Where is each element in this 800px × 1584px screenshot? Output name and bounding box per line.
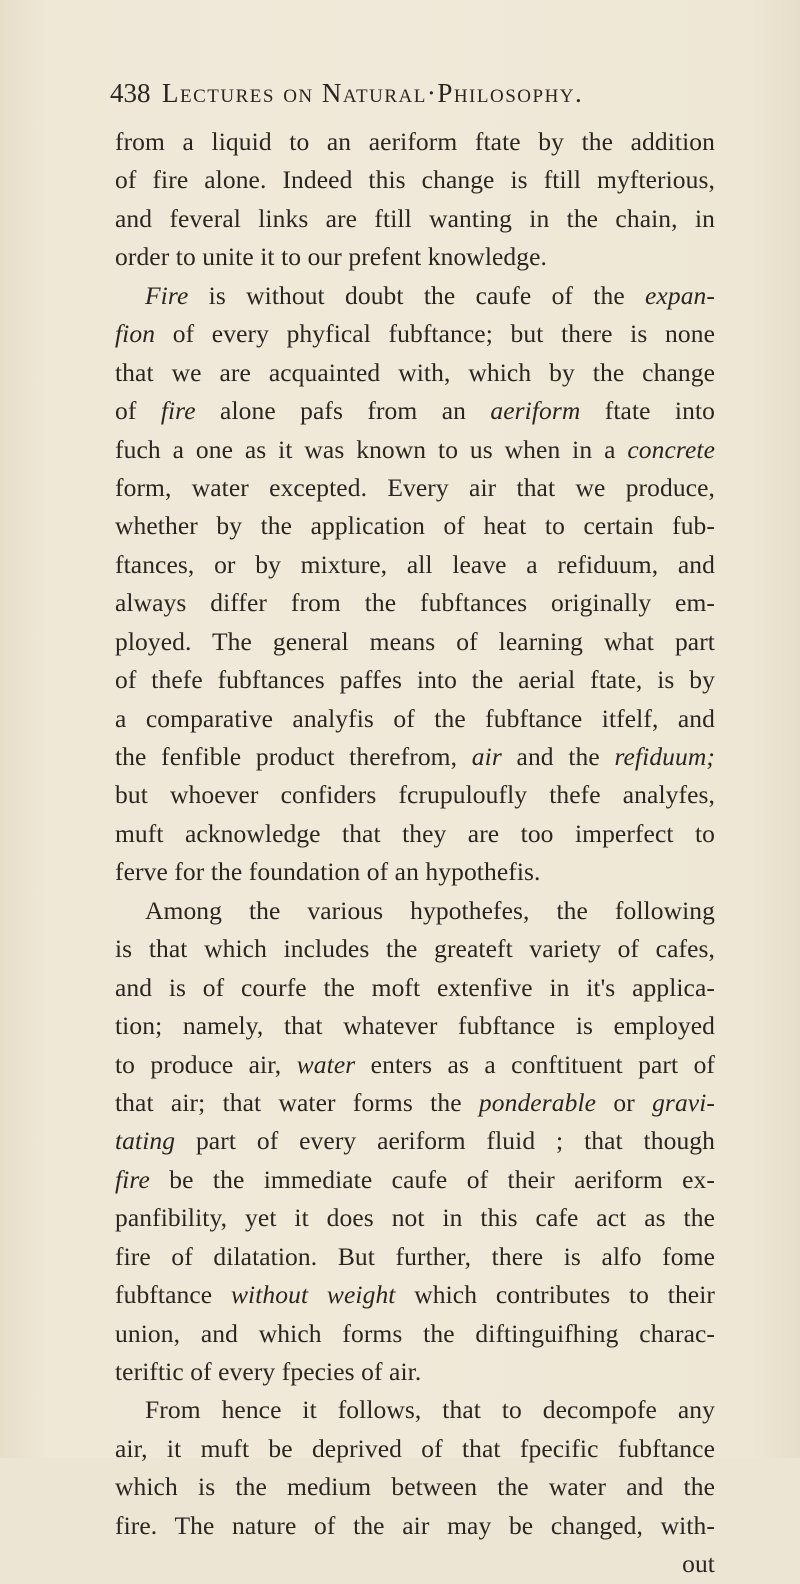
body-text [115,123,715,1584]
text-line [115,661,715,699]
text-line [115,469,715,507]
text-segment: and feveral links are ftill wanting in the chain, in [115,203,715,233]
text-line [115,584,715,622]
text-segment: fubftance [115,1280,231,1310]
text-line [115,930,715,968]
text-segment: From hence it follows, that to decompofe any [145,1395,715,1425]
text-line [115,161,715,199]
italic-word: without weight [230,1280,396,1310]
text-line [115,200,715,238]
text-line [115,623,715,661]
text-segment: of fire alone. Indeed this change is ftill myfterious, [115,165,715,195]
italic-word: gravi- [652,1087,715,1117]
text-segment: alone pafs from an [195,396,491,426]
text-line [115,1122,715,1160]
text-segment: is without doubt the caufe of the [188,280,646,310]
italic-word: air [471,742,502,771]
text-segment: to produce air, [115,1049,297,1079]
text-line [115,1315,715,1353]
text-segment: form, water excepted. Every air that we produce, [115,472,715,502]
text-segment: of [115,396,161,426]
text-segment: of every phyfical fubftance; but there is none [155,319,715,349]
text-segment: which contributes to their [395,1280,715,1310]
text-segment: whether by the application of heat to certain fub- [115,511,715,541]
text-line [115,354,715,392]
text-segment: and is of courfe the moft extenfive in it's applica- [115,972,715,1002]
text-line [115,123,715,161]
text-segment: and the [501,742,615,771]
text-line [115,815,715,853]
text-line [115,776,715,814]
text-segment: ftances, or by mixture, all leave a refiduum, and [115,549,715,579]
text-segment: ployed. The general means of learning what part [115,626,715,656]
text-line [115,546,715,584]
italic-word: water [296,1049,356,1079]
page-number: 438 [110,78,151,108]
text-line [115,853,715,891]
italic-word: aeriform [490,396,581,426]
page-header [110,78,710,118]
text-segment: union, and which forms the diftinguifhing charac- [115,1318,715,1348]
text-segment: panfibility, yet it does not in this cafe act as the [115,1203,715,1233]
text-segment: that we are acquainted with, which by the change [115,357,715,387]
text-line [115,1391,715,1429]
text-segment: be the immediate caufe of their aeriform ex- [149,1164,715,1194]
text-line [115,1238,715,1276]
text-segment: enters as a conftituent part of [355,1049,716,1079]
text-segment: the fenfible product therefrom, [115,742,472,771]
text-segment: from a liquid to an aeriform ftate by the addition [115,127,715,156]
text-segment: teriftic of every fpecies of air. [115,1357,422,1386]
text-segment: Among the various hypothefes, the following [145,895,715,925]
text-line [115,1507,715,1545]
text-segment: ftate into [580,396,715,426]
text-line [115,1046,715,1084]
text-line [115,1545,715,1583]
text-line [115,1084,715,1122]
text-line [115,238,715,276]
text-segment: order to unite it to our prefent knowledge. [115,242,548,272]
text-line [115,700,715,738]
text-line [115,507,715,545]
text-line [115,1276,715,1314]
text-line [115,392,715,430]
text-segment: part of every aeriform fluid ; that though [175,1126,715,1156]
text-line [115,738,715,776]
text-segment: is that which includes the greateft variety of cafes, [115,934,715,964]
text-segment: out [682,1549,715,1579]
italic-word: tating [115,1126,176,1156]
text-line [115,1468,715,1506]
text-line [115,1007,715,1045]
text-segment: fire of dilatation. But further, there is alfo fome [115,1241,715,1271]
text-segment: fuch a one as it was known to us when in a [115,434,628,464]
italic-word: ponderable [478,1087,597,1117]
text-segment: air, it muft be deprived of that fpecific fubftance [115,1433,715,1463]
text-segment: always differ from the fubftances originally em- [115,588,715,618]
text-segment: but whoever confiders fcrupuloufly thefe analyfes, [115,780,715,810]
text-segment: that air; that water forms the [115,1087,479,1117]
text-segment: which is the medium between the water and the [115,1472,715,1502]
text-line [115,969,715,1007]
text-line [115,1199,715,1237]
text-segment: fire. The nature of the air may be changed, with- [115,1510,715,1540]
italic-word: concrete [627,434,715,464]
text-segment: a comparative analyfis of the fubftance itfelf, and [115,703,715,733]
text-line [115,277,715,315]
text-segment: ferve for the foundation of an hypothefis. [115,857,541,887]
text-segment: or [596,1087,653,1117]
text-line [115,431,715,469]
italic-word: fire [115,1164,150,1194]
text-line [115,315,715,353]
text-line [115,1430,715,1468]
italic-word: expan- [645,280,715,310]
text-segment: muft acknowledge that they are too imperfect to [115,818,715,848]
running-head: Lectures on Natural·Philosophy. [162,78,584,108]
text-line [115,1353,715,1391]
italic-word: fire [160,396,196,426]
text-line [115,892,715,930]
text-segment: tion; namely, that whatever fubftance is employed [115,1011,715,1041]
text-line [115,1161,715,1199]
italic-word: fion [115,319,156,349]
italic-word: Fire [145,280,189,310]
text-segment: of thefe fubftances paffes into the aerial ftate, is by [115,665,715,695]
italic-word: refiduum; [614,742,715,771]
